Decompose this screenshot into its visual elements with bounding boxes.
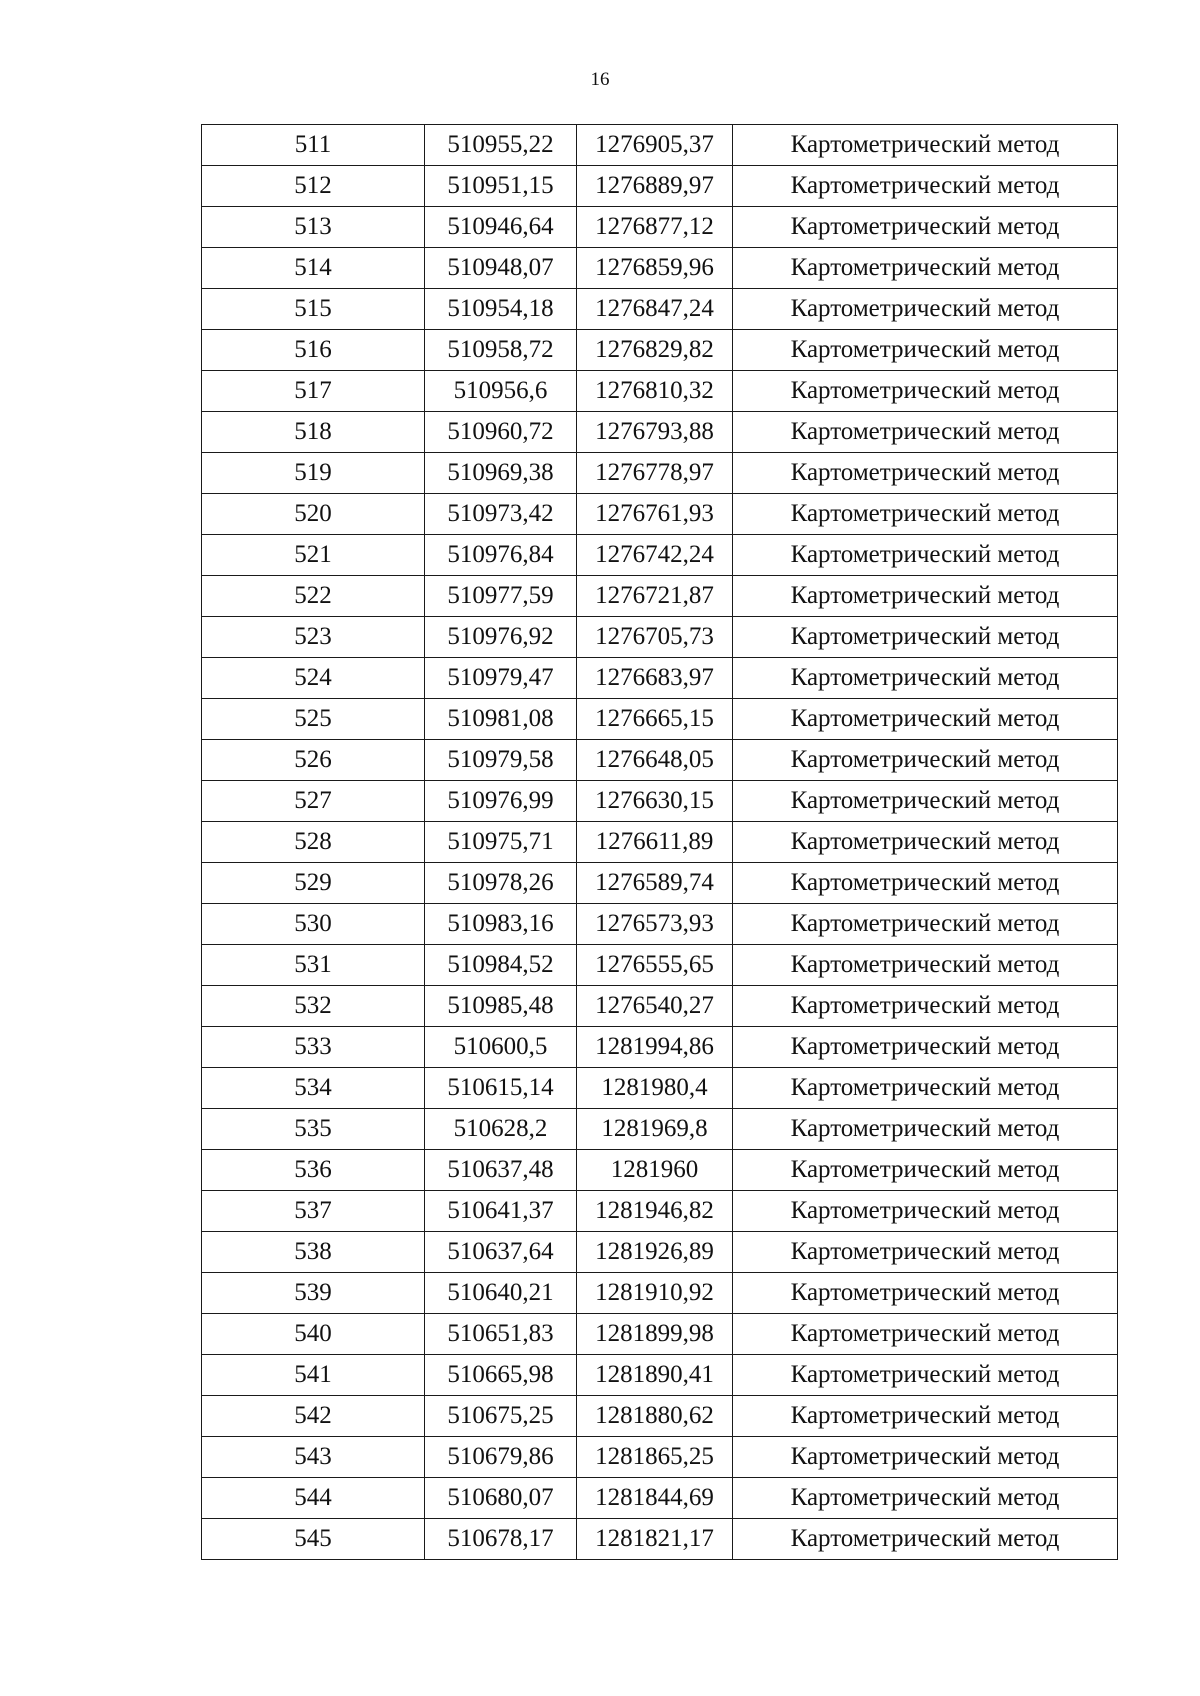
y-coordinate-cell: 1276905,37	[577, 125, 733, 166]
table-row	[202, 658, 1118, 699]
table-row	[202, 576, 1118, 617]
x-coordinate-cell: 510958,72	[425, 330, 577, 371]
table-row	[202, 1068, 1118, 1109]
table-row	[202, 289, 1118, 330]
point-number-cell: 536	[202, 1150, 425, 1191]
x-coordinate-cell: 510679,86	[425, 1437, 577, 1478]
y-coordinate-cell: 1276761,93	[577, 494, 733, 535]
point-number-cell: 545	[202, 1519, 425, 1560]
table-row	[202, 1109, 1118, 1150]
point-number-cell: 529	[202, 863, 425, 904]
y-coordinate-cell: 1276889,97	[577, 166, 733, 207]
point-number-cell: 542	[202, 1396, 425, 1437]
table-row	[202, 248, 1118, 289]
point-number-cell: 521	[202, 535, 425, 576]
point-number-cell: 537	[202, 1191, 425, 1232]
x-coordinate-cell: 510675,25	[425, 1396, 577, 1437]
y-coordinate-cell: 1276630,15	[577, 781, 733, 822]
x-coordinate-cell: 510976,84	[425, 535, 577, 576]
method-cell: Картометрический метод	[733, 699, 1118, 740]
x-coordinate-cell: 510956,6	[425, 371, 577, 412]
point-number-cell: 526	[202, 740, 425, 781]
method-cell: Картометрический метод	[733, 453, 1118, 494]
x-coordinate-cell: 510948,07	[425, 248, 577, 289]
y-coordinate-cell: 1276611,89	[577, 822, 733, 863]
table-row	[202, 412, 1118, 453]
x-coordinate-cell: 510981,08	[425, 699, 577, 740]
table-row	[202, 453, 1118, 494]
point-number-cell: 523	[202, 617, 425, 658]
y-coordinate-cell: 1276847,24	[577, 289, 733, 330]
method-cell: Картометрический метод	[733, 1068, 1118, 1109]
y-coordinate-cell: 1276648,05	[577, 740, 733, 781]
x-coordinate-cell: 510979,58	[425, 740, 577, 781]
method-cell: Картометрический метод	[733, 1150, 1118, 1191]
point-number-cell: 528	[202, 822, 425, 863]
table-row	[202, 494, 1118, 535]
table-row	[202, 1027, 1118, 1068]
x-coordinate-cell: 510978,26	[425, 863, 577, 904]
x-coordinate-cell: 510979,47	[425, 658, 577, 699]
table-row	[202, 1150, 1118, 1191]
method-cell: Картометрический метод	[733, 863, 1118, 904]
method-cell: Картометрический метод	[733, 658, 1118, 699]
y-coordinate-cell: 1281844,69	[577, 1478, 733, 1519]
point-number-cell: 524	[202, 658, 425, 699]
point-number-cell: 538	[202, 1232, 425, 1273]
method-cell: Картометрический метод	[733, 1109, 1118, 1150]
y-coordinate-cell: 1276555,65	[577, 945, 733, 986]
point-number-cell: 514	[202, 248, 425, 289]
y-coordinate-cell: 1276778,97	[577, 453, 733, 494]
point-number-cell: 544	[202, 1478, 425, 1519]
method-cell: Картометрический метод	[733, 617, 1118, 658]
x-coordinate-cell: 510641,37	[425, 1191, 577, 1232]
y-coordinate-cell: 1276793,88	[577, 412, 733, 453]
method-cell: Картометрический метод	[733, 166, 1118, 207]
coordinates-table-body	[202, 125, 1118, 1560]
y-coordinate-cell: 1276665,15	[577, 699, 733, 740]
x-coordinate-cell: 510678,17	[425, 1519, 577, 1560]
method-cell: Картометрический метод	[733, 986, 1118, 1027]
point-number-cell: 525	[202, 699, 425, 740]
point-number-cell: 519	[202, 453, 425, 494]
x-coordinate-cell: 510951,15	[425, 166, 577, 207]
point-number-cell: 539	[202, 1273, 425, 1314]
y-coordinate-cell: 1281910,92	[577, 1273, 733, 1314]
y-coordinate-cell: 1281865,25	[577, 1437, 733, 1478]
method-cell: Картометрический метод	[733, 1519, 1118, 1560]
x-coordinate-cell: 510983,16	[425, 904, 577, 945]
method-cell: Картометрический метод	[733, 1437, 1118, 1478]
table-row	[202, 330, 1118, 371]
x-coordinate-cell: 510973,42	[425, 494, 577, 535]
x-coordinate-cell: 510628,2	[425, 1109, 577, 1150]
table-row	[202, 371, 1118, 412]
method-cell: Картометрический метод	[733, 494, 1118, 535]
y-coordinate-cell: 1276589,74	[577, 863, 733, 904]
method-cell: Картометрический метод	[733, 207, 1118, 248]
x-coordinate-cell: 510600,5	[425, 1027, 577, 1068]
method-cell: Картометрический метод	[733, 371, 1118, 412]
point-number-cell: 522	[202, 576, 425, 617]
method-cell: Картометрический метод	[733, 1396, 1118, 1437]
table-row	[202, 740, 1118, 781]
point-number-cell: 531	[202, 945, 425, 986]
y-coordinate-cell: 1276683,97	[577, 658, 733, 699]
table-row	[202, 1437, 1118, 1478]
table-row	[202, 1273, 1118, 1314]
table-row	[202, 1191, 1118, 1232]
y-coordinate-cell: 1281890,41	[577, 1355, 733, 1396]
table-row	[202, 986, 1118, 1027]
x-coordinate-cell: 510665,98	[425, 1355, 577, 1396]
table-row	[202, 207, 1118, 248]
y-coordinate-cell: 1281821,17	[577, 1519, 733, 1560]
x-coordinate-cell: 510637,48	[425, 1150, 577, 1191]
method-cell: Картометрический метод	[733, 248, 1118, 289]
y-coordinate-cell: 1276705,73	[577, 617, 733, 658]
y-coordinate-cell: 1281899,98	[577, 1314, 733, 1355]
y-coordinate-cell: 1281926,89	[577, 1232, 733, 1273]
y-coordinate-cell: 1281880,62	[577, 1396, 733, 1437]
method-cell: Картометрический метод	[733, 1191, 1118, 1232]
point-number-cell: 543	[202, 1437, 425, 1478]
point-number-cell: 527	[202, 781, 425, 822]
x-coordinate-cell: 510955,22	[425, 125, 577, 166]
table-row	[202, 1314, 1118, 1355]
x-coordinate-cell: 510984,52	[425, 945, 577, 986]
method-cell: Картометрический метод	[733, 822, 1118, 863]
table-row	[202, 904, 1118, 945]
table-row	[202, 125, 1118, 166]
method-cell: Картометрический метод	[733, 576, 1118, 617]
x-coordinate-cell: 510985,48	[425, 986, 577, 1027]
y-coordinate-cell: 1281980,4	[577, 1068, 733, 1109]
method-cell: Картометрический метод	[733, 781, 1118, 822]
table-row	[202, 617, 1118, 658]
point-number-cell: 512	[202, 166, 425, 207]
x-coordinate-cell: 510637,64	[425, 1232, 577, 1273]
x-coordinate-cell: 510976,99	[425, 781, 577, 822]
y-coordinate-cell: 1276721,87	[577, 576, 733, 617]
x-coordinate-cell: 510640,21	[425, 1273, 577, 1314]
method-cell: Картометрический метод	[733, 289, 1118, 330]
point-number-cell: 511	[202, 125, 425, 166]
x-coordinate-cell: 510946,64	[425, 207, 577, 248]
point-number-cell: 515	[202, 289, 425, 330]
x-coordinate-cell: 510954,18	[425, 289, 577, 330]
point-number-cell: 534	[202, 1068, 425, 1109]
method-cell: Картометрический метод	[733, 330, 1118, 371]
method-cell: Картометрический метод	[733, 904, 1118, 945]
point-number-cell: 513	[202, 207, 425, 248]
point-number-cell: 516	[202, 330, 425, 371]
y-coordinate-cell: 1276742,24	[577, 535, 733, 576]
x-coordinate-cell: 510975,71	[425, 822, 577, 863]
coordinates-table	[201, 124, 1118, 1560]
method-cell: Картометрический метод	[733, 1232, 1118, 1273]
y-coordinate-cell: 1276859,96	[577, 248, 733, 289]
page-number: 16	[590, 69, 610, 90]
table-row	[202, 822, 1118, 863]
point-number-cell: 532	[202, 986, 425, 1027]
point-number-cell: 517	[202, 371, 425, 412]
method-cell: Картометрический метод	[733, 1273, 1118, 1314]
point-number-cell: 533	[202, 1027, 425, 1068]
method-cell: Картометрический метод	[733, 125, 1118, 166]
method-cell: Картометрический метод	[733, 535, 1118, 576]
point-number-cell: 518	[202, 412, 425, 453]
method-cell: Картометрический метод	[733, 1027, 1118, 1068]
x-coordinate-cell: 510615,14	[425, 1068, 577, 1109]
table-row	[202, 1355, 1118, 1396]
x-coordinate-cell: 510680,07	[425, 1478, 577, 1519]
y-coordinate-cell: 1281960	[577, 1150, 733, 1191]
y-coordinate-cell: 1276810,32	[577, 371, 733, 412]
x-coordinate-cell: 510969,38	[425, 453, 577, 494]
method-cell: Картометрический метод	[733, 1314, 1118, 1355]
x-coordinate-cell: 510960,72	[425, 412, 577, 453]
table-row	[202, 781, 1118, 822]
table-row	[202, 1519, 1118, 1560]
table-row	[202, 1232, 1118, 1273]
method-cell: Картометрический метод	[733, 412, 1118, 453]
method-cell: Картометрический метод	[733, 1355, 1118, 1396]
method-cell: Картометрический метод	[733, 945, 1118, 986]
point-number-cell: 530	[202, 904, 425, 945]
table-row	[202, 863, 1118, 904]
y-coordinate-cell: 1281946,82	[577, 1191, 733, 1232]
table-row	[202, 945, 1118, 986]
table-row	[202, 699, 1118, 740]
y-coordinate-cell: 1276540,27	[577, 986, 733, 1027]
y-coordinate-cell: 1276829,82	[577, 330, 733, 371]
y-coordinate-cell: 1276877,12	[577, 207, 733, 248]
table-row	[202, 535, 1118, 576]
point-number-cell: 541	[202, 1355, 425, 1396]
table-row	[202, 166, 1118, 207]
x-coordinate-cell: 510977,59	[425, 576, 577, 617]
point-number-cell: 520	[202, 494, 425, 535]
method-cell: Картометрический метод	[733, 1478, 1118, 1519]
y-coordinate-cell: 1276573,93	[577, 904, 733, 945]
point-number-cell: 540	[202, 1314, 425, 1355]
y-coordinate-cell: 1281969,8	[577, 1109, 733, 1150]
x-coordinate-cell: 510651,83	[425, 1314, 577, 1355]
y-coordinate-cell: 1281994,86	[577, 1027, 733, 1068]
point-number-cell: 535	[202, 1109, 425, 1150]
method-cell: Картометрический метод	[733, 740, 1118, 781]
x-coordinate-cell: 510976,92	[425, 617, 577, 658]
table-row	[202, 1396, 1118, 1437]
table-row	[202, 1478, 1118, 1519]
